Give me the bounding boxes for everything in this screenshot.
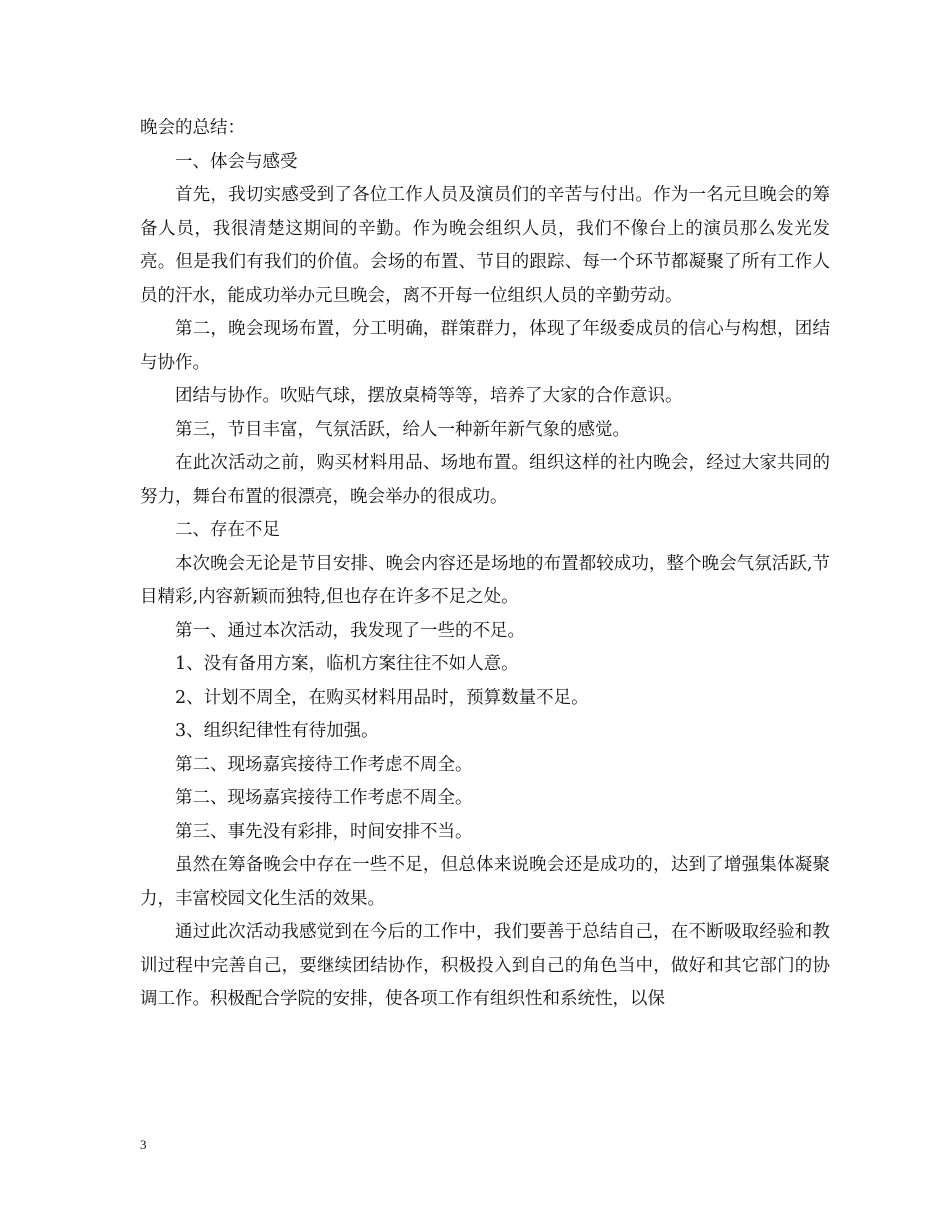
paragraph-teamwork: 团结与协作。吹贴气球，摆放桌椅等等，培养了大家的合作意识。	[175, 386, 683, 406]
paragraph-second-point: 第二，晚会现场布置，分工明确，群策群力，体现了年级委成员的信心与构想，团结与协作。	[140, 319, 830, 373]
list-item-3: 3、组织纪律性有待加强。	[175, 721, 379, 741]
paragraph-conclusion: 虽然在筹备晚会中存在一些不足，但总体来说晚会还是成功的，达到了增强集体凝聚力，丰富校园文化生活的效果。	[140, 855, 830, 909]
section-heading-experience: 一、体会与感受	[175, 151, 298, 172]
paragraph-third-shortcoming: 第三、事先没有彩排，时间安排不当。	[175, 821, 473, 842]
paragraph-overall-assessment: 本次晚会无论是节目安排、晚会内容还是场地的布置都较成功，整个晚会气氛活跃,节目精彩,内容新颖而独特,但也存在许多不足之处。	[140, 553, 830, 607]
paragraph-preparation: 在此次活动之前，购买材料用品、场地布置。组织这样的社内晚会，经过大家共同的努力，舞台布置的很漂亮，晚会举办的很成功。	[140, 453, 830, 507]
paragraph-first-shortcoming: 第一、通过本次活动，我发现了一些的不足。	[175, 620, 525, 641]
list-item-2: 2、计划不周全，在购买材料用品时，预算数量不足。	[175, 687, 589, 708]
paragraph-staff-effort: 首先，我切实感受到了各位工作人员及演员们的辛苦与付出。作为一名元旦晚会的筹备人员，我很清楚这期间的辛勤。作为晚会组织人员，我们不像台上的演员那么发光发亮。但是我们有我们的价值。会场的布置、节目的跟踪、每一个环节都凝聚了所有工作人员的汗水，能成功举办元旦晚会，离不开每一位组织人员的辛勤劳动。	[140, 185, 830, 306]
paragraph-future-work: 通过此次活动我感觉到在今后的工作中，我们要善于总结自己，在不断吸取经验和教训过程中完善自己，要继续团结协作，积极投入到自己的角色当中，做好和其它部门的协调工作。积极配合学院的安排，使各项工作有组织性和系统性，以保	[140, 922, 830, 1009]
document-body	[140, 112, 830, 1017]
section-heading-shortcomings: 二、存在不足	[175, 520, 280, 540]
page-number: 3	[140, 1137, 147, 1152]
paragraph-second-shortcoming-repeat: 第二、现场嘉宾接待工作考虑不周全。	[175, 788, 473, 808]
heading-summary: 晚会的总结：	[140, 118, 245, 138]
paragraph-third-point: 第三，节目丰富，气氛活跃，给人一种新年新气象的感觉。	[175, 419, 630, 440]
paragraph-second-shortcoming: 第二、现场嘉宾接待工作考虑不周全。	[175, 754, 473, 775]
list-item-1: 1、没有备用方案，临机方案往往不如人意。	[175, 654, 519, 674]
